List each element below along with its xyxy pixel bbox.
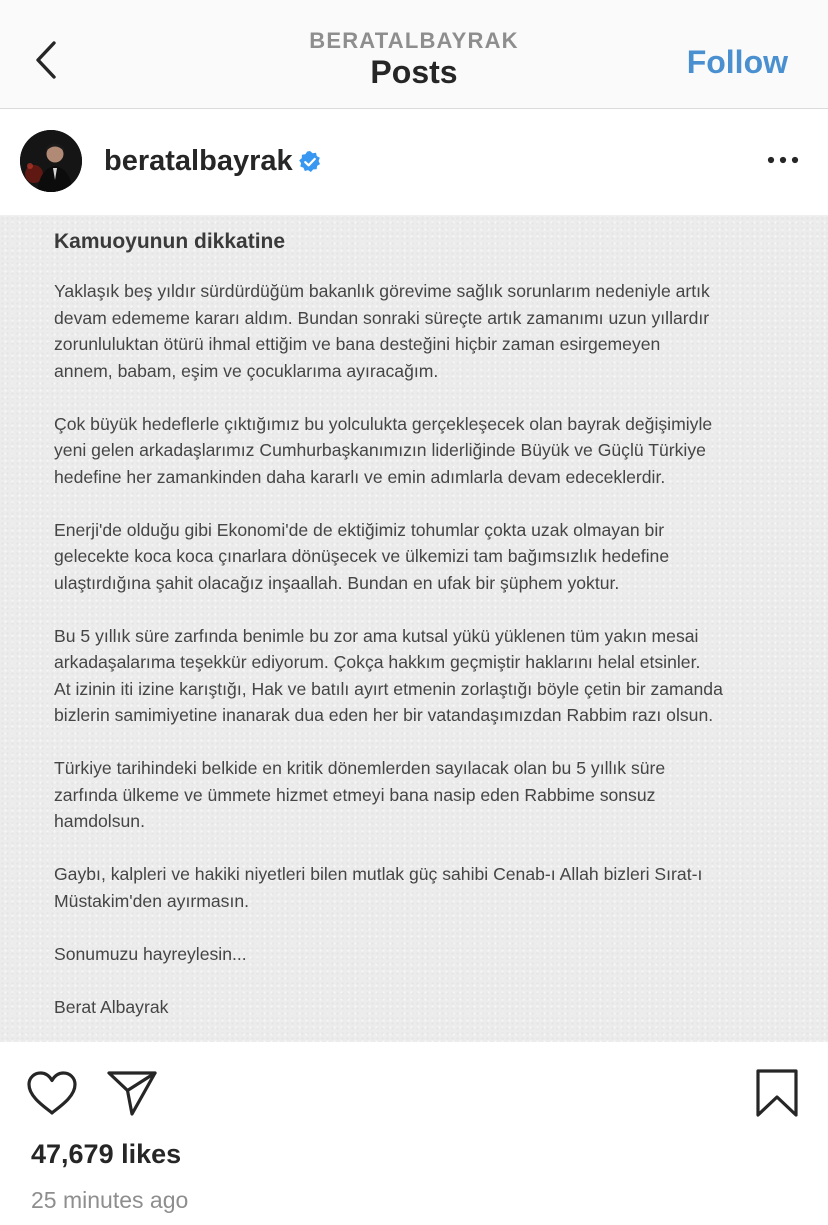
letter-line: devam edememe kararı aldım. Bundan sonraki süreçte artık zamanımı uzun yıllardır — [54, 307, 710, 328]
letter-line: Enerji'de olduğu gibi Ekonomi'de de ektiğimiz tohumlar çokta uzak olmayan bir — [54, 519, 665, 540]
letter-line: Gaybı, kalpleri ve hakiki niyetleri bilen mutlak güç sahibi Cenab-ı Allah bizleri Sırat-ı — [54, 864, 703, 884]
avatar[interactable] — [20, 130, 82, 192]
bookmark-icon[interactable] — [754, 1068, 800, 1118]
top-navigation-bar — [0, 0, 828, 109]
more-horizontal-icon[interactable] — [766, 147, 800, 173]
letter-paragraph — [54, 411, 794, 491]
letter-line: hedefine her zamankinden daha kararlı ve emin adımlarla devam edeceklerdir. — [54, 466, 666, 487]
letter-line: Çok büyük hedeflerle çıktığımız bu yolculukta gerçekleşecek olan bayrak değişimiyle — [54, 413, 713, 434]
verified-badge-icon — [298, 150, 322, 174]
letter-line: ulaştırdığına şahit olacağız inşaallah. Bundan en ufak bir şüphem yoktur. — [54, 572, 620, 593]
page-title: Posts — [370, 54, 458, 90]
letter-line: Müstakim'den ayırmasın. — [54, 890, 250, 911]
likes-count[interactable]: 47,679 likes — [31, 1139, 182, 1169]
letter-closing — [54, 941, 794, 968]
avatar-photo — [20, 130, 82, 192]
letter-line: At izinin iti izine karıştığı, Hak ve batılı ayırt etmenin zorlaştığı böyle çetin bir zamanda — [54, 678, 723, 699]
letter-paragraph — [54, 861, 794, 914]
profile-username-subtitle: BERATALBAYRAK — [309, 28, 519, 53]
letter-line: zarfında ülkeme ve ümmete hizmet etmeyi bana nasip eden Rabbime sonsuz — [54, 784, 656, 805]
post-image[interactable] — [0, 216, 828, 1042]
letter-line: arkadaşalarıma teşekkür ediyorum. Çokça hakkım geçmiştir haklarını helal etsinler. — [54, 652, 701, 672]
letter-paragraph — [54, 278, 794, 384]
follow-button[interactable]: Follow — [686, 44, 788, 80]
letter-paragraph — [54, 623, 794, 729]
paper-plane-icon[interactable] — [106, 1069, 158, 1117]
letter-line: hamdolsun. — [54, 811, 145, 831]
post-username[interactable]: beratalbayrak — [104, 145, 293, 177]
letter-line: bizlerin samimiyetine inanarak dua eden her bir vatandaşımızdan Rabbim razı olsun. — [54, 705, 714, 725]
letter-paragraph — [54, 517, 794, 597]
post-header — [0, 109, 828, 216]
post-timestamp: 25 minutes ago — [31, 1187, 189, 1213]
letter-line: Sonumuzu hayreylesin... — [54, 943, 247, 964]
letter-line: gelecekte koca koca çınarlara dönüşecek ve ülkemizi tam bağımsızlık hedefine — [54, 546, 670, 566]
letter-signature — [54, 994, 794, 1021]
letter-line: Bu 5 yıllık süre zarfında benimle bu zor ama kutsal yükü yüklenen tüm yakın mesai — [54, 625, 699, 646]
letter-line: yeni gelen arkadaşlarımız Cumhurbaşkanımızın liderliğinde Büyük ve Güçlü Türkiye — [54, 440, 706, 460]
statement-letter — [54, 230, 794, 1047]
letter-paragraph — [54, 755, 794, 835]
letter-line: zorunluluktan ötürü ihmal ettiğim ve bana desteğini hiçbir zaman esirgemeyen — [54, 334, 661, 354]
post-actions — [0, 1043, 828, 1225]
heart-icon[interactable] — [26, 1070, 78, 1116]
letter-line: Türkiye tarihindeki belkide en kritik dönemlerden sayılacak olan bu 5 yıllık süre — [54, 758, 666, 778]
letter-line: annem, babam, eşim ve çocuklarıma ayıracağım. — [54, 360, 439, 381]
letter-heading: Kamuoyunun dikkatine — [54, 230, 286, 253]
letter-line: Berat Albayrak — [54, 996, 169, 1017]
letter-line: Yaklaşık beş yıldır sürdürdüğüm bakanlık görevime sağlık sorunlarım nedeniyle artık — [54, 281, 710, 301]
